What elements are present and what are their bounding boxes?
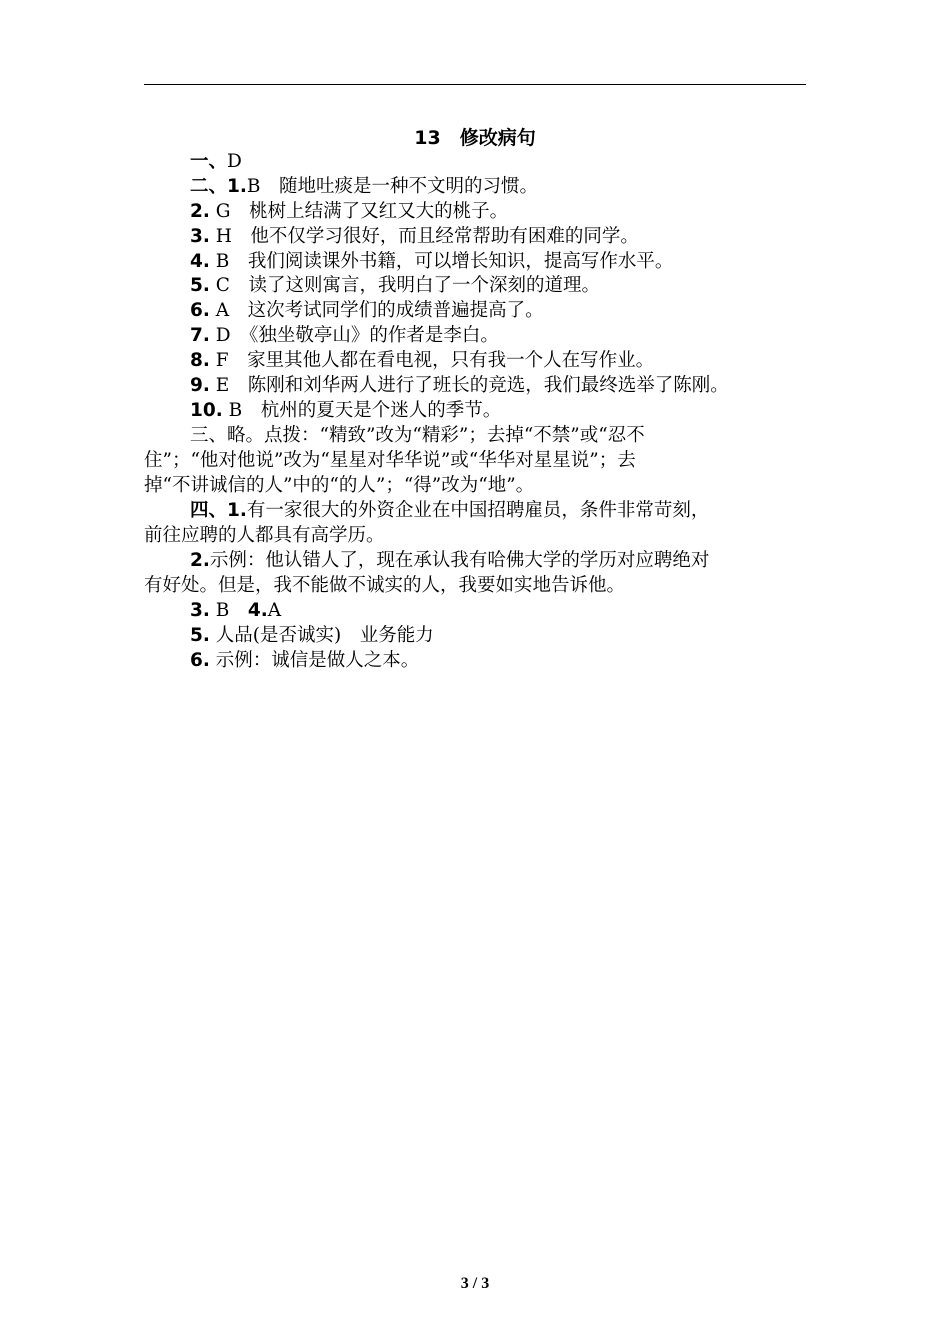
line-text: D (227, 151, 242, 172)
page-number: 3 / 3 (460, 1275, 490, 1292)
line-text: B (209, 600, 248, 621)
line-text: B 我们阅读课外书籍，可以增长知识，提高写作水平。 (209, 251, 674, 272)
answer-line-4 (190, 225, 639, 249)
answer-line-5 (190, 250, 673, 274)
line-text: G 桃树上结满了又红又大的桃子。 (209, 201, 509, 222)
line-number: 一、 (190, 151, 228, 172)
line-text: C 读了这则寓言，我明白了一个深刻的道理。 (209, 275, 600, 296)
answer-line-1 (190, 150, 242, 174)
line-text: A 这次考试同学们的成绩普遍提高了。 (209, 300, 544, 321)
answer-line-10 (190, 374, 729, 398)
answer-line-3 (190, 200, 508, 224)
answer-line-14 (144, 474, 534, 498)
line-text: B 杭州的夏天是个迷人的季节。 (222, 400, 502, 421)
line-text: 三、略。点拨：“精致”改为“精彩”；去掉“不禁”或“忍不 (190, 425, 645, 446)
line-text: B 随地吐痰是一种不文明的习惯。 (246, 176, 539, 197)
answer-line-8 (190, 324, 499, 348)
line-text: 示例：诚信是做人之本。 (209, 650, 420, 671)
answer-line-7 (190, 299, 544, 323)
page-title: 13 修改病句 (414, 127, 536, 149)
line-number: 8. (190, 350, 210, 371)
line-number: 10. (190, 400, 223, 421)
line-number: 3. (190, 600, 210, 621)
line-text: 人品(是否诚实) 业务能力 (209, 625, 434, 646)
line-number: 2. (190, 550, 210, 571)
answer-line-15 (190, 499, 709, 523)
line-text: F 家里其他人都在看电视，只有我一个人在写作业。 (209, 350, 655, 371)
line-number: 2. (190, 201, 210, 222)
line-number: 5. (190, 625, 210, 646)
line-text: 掉“不讲诚信的人”中的“的人”；“得”改为“地”。 (144, 475, 535, 496)
answer-line-20 (190, 624, 434, 648)
answer-line-11 (190, 399, 501, 423)
line-number: 7. (190, 325, 210, 346)
line-text: E 陈刚和刘华两人进行了班长的竞选，我们最终选举了陈刚。 (209, 375, 729, 396)
line-number: 6. (190, 650, 210, 671)
answer-line-17 (190, 549, 709, 573)
line-number: 4. (190, 251, 210, 272)
line-number: 9. (190, 375, 210, 396)
line-number: 4. (247, 600, 268, 621)
answer-line-21 (190, 649, 419, 673)
answer-line-6 (190, 274, 600, 298)
line-text: H 他不仅学习很好，而且经常帮助有困难的同学。 (209, 226, 639, 247)
line-text: 前往应聘的人都具有高学历。 (144, 525, 385, 546)
line-number: 6. (190, 300, 210, 321)
line-text: 有好处。但是，我不能做不诚实的人，我要如实地告诉他。 (144, 575, 626, 596)
answer-line-12 (190, 424, 645, 448)
answer-line-19 (190, 599, 281, 623)
line-text: 示例：他认错人了，现在承认我有哈佛大学的学历对应聘绝对 (209, 550, 710, 571)
line-number: 二、1. (190, 176, 247, 197)
line-text: A (267, 600, 282, 621)
answer-line-18 (144, 574, 625, 598)
line-number: 四、1. (190, 500, 247, 521)
answer-line-9 (190, 349, 654, 373)
line-number: 5. (190, 275, 210, 296)
answer-line-13 (144, 449, 636, 473)
line-number: 3. (190, 226, 210, 247)
header-rule (144, 84, 806, 85)
line-text: D 《独坐敬亭山》的作者是李白。 (209, 325, 499, 346)
answer-line-16 (144, 524, 385, 548)
line-text: 有一家很大的外资企业在中国招聘雇员，条件非常苛刻， (246, 500, 710, 521)
line-text: 住”；“他对他说”改为“星星对华华说”或“华华对星星说”；去 (144, 450, 636, 471)
answer-line-2 (190, 175, 538, 199)
